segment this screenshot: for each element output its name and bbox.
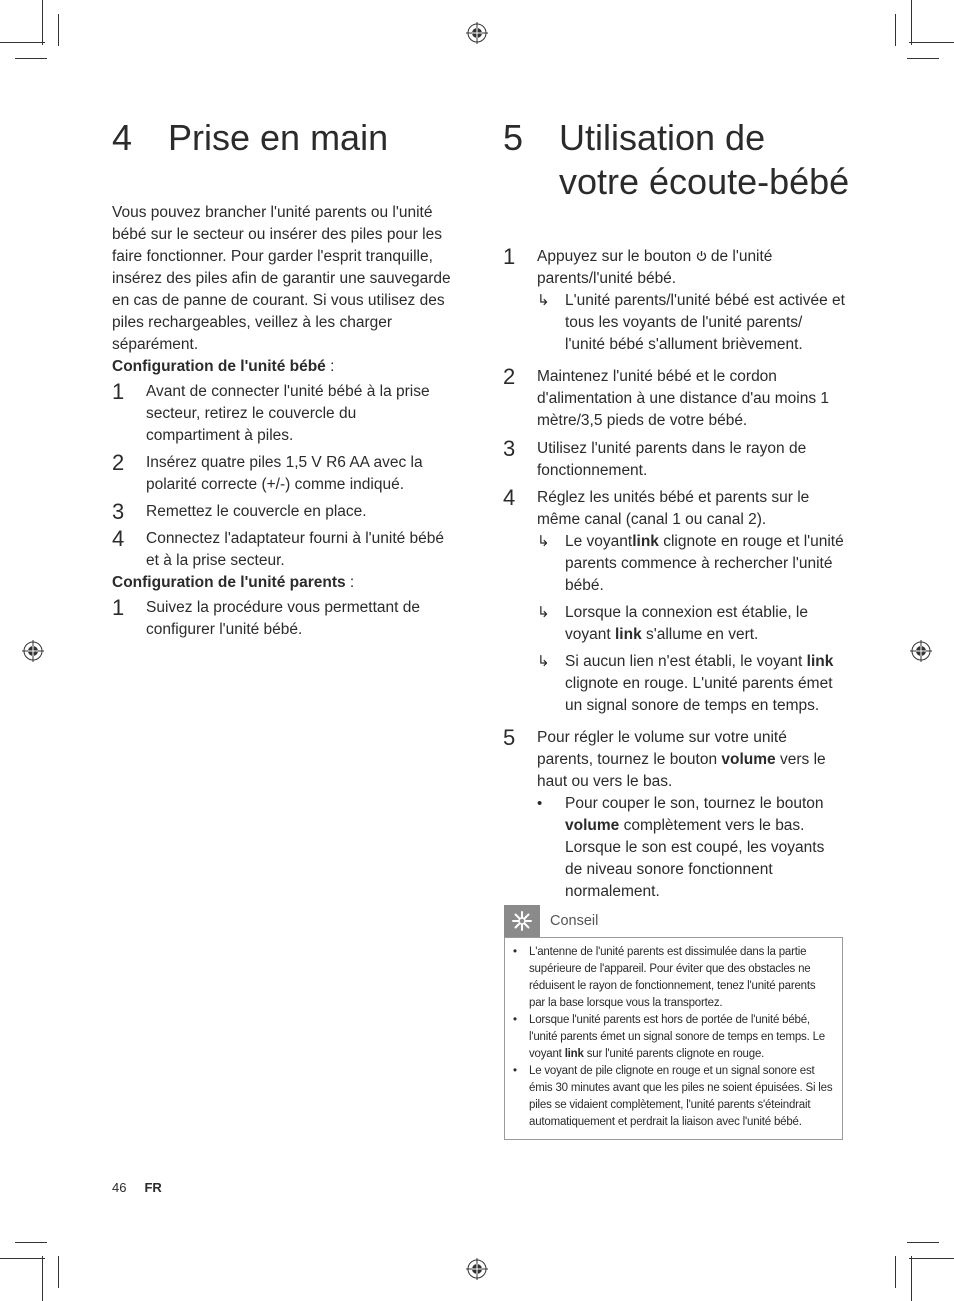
asterisk-icon [504, 905, 540, 937]
tip-item [513, 1012, 834, 1063]
step-number: 5 [503, 725, 516, 750]
registration-mark-icon [466, 22, 488, 44]
crop-mark [58, 1256, 59, 1288]
crop-mark [907, 58, 939, 59]
chapter-heading [503, 116, 849, 204]
result-text: Lorsque la connexion est établie, le voyant link s'allume en vert. [565, 604, 808, 643]
step-item [112, 597, 454, 641]
result-item [537, 651, 845, 717]
registration-mark-icon [22, 640, 44, 662]
step-item [112, 452, 454, 496]
crop-mark [15, 1242, 47, 1243]
bullet-item [537, 793, 845, 903]
crop-mark [895, 1256, 896, 1288]
crop-mark [911, 0, 912, 45]
section-label: Configuration de l'unité parents : [112, 574, 355, 591]
tip-item [513, 944, 834, 1012]
crop-mark [42, 1256, 43, 1301]
step-text: Maintenez l'unité bébé et le cordon d'alimentation à une distance d'au moins 1 mètre/3,5 pieds de votre bébé. [537, 368, 829, 429]
registration-mark-icon [910, 640, 932, 662]
crop-mark [895, 14, 896, 46]
bullet-icon: • [513, 1065, 517, 1077]
step-text: Suivez la procédure vous permettant de configurer l'unité bébé. [146, 599, 420, 638]
step-text: Appuyez sur le bouton de l'unité parents/l'unité bébé. [537, 248, 773, 287]
bullet-icon: • [513, 1014, 517, 1026]
step-item [112, 381, 454, 447]
chapter-title: Prise en main [168, 117, 389, 158]
result-text: L'unité parents/l'unité bébé est activée et tous les voyants de l'unité parents/ l'unité bébé s'allument brièvement. [565, 292, 845, 353]
step-text: Remettez le couvercle en place. [146, 503, 367, 520]
crop-mark [0, 42, 45, 43]
step-number: 3 [112, 499, 125, 524]
step-number: 3 [503, 436, 516, 461]
step-text: Utilisez l'unité parents dans le rayon de fonctionnement. [537, 440, 807, 479]
result-item [537, 531, 845, 597]
step-text: Pour régler le volume sur votre unité parents, tournez le bouton volume vers le haut ou vers le bas. [537, 729, 826, 790]
crop-mark [909, 42, 954, 43]
section-label: Configuration de l'unité bébé : [112, 358, 335, 375]
step-text: Connectez l'adaptateur fourni à l'unité bébé et à la prise secteur. [146, 530, 445, 569]
step-number: 1 [503, 244, 516, 269]
arrow-icon: ↳ [537, 604, 550, 621]
crop-mark [15, 58, 47, 59]
chapter-heading [112, 116, 388, 160]
step-item [503, 487, 845, 531]
intro-paragraph: Vous pouvez brancher l'unité parents ou l'unité bébé sur le secteur ou insérer des piles pour les faire fonctionner. Pour garder l'esprit tranquille, insérez des piles afin de garantir une sauvegarde en cas de panne de courant. Si vous utilisez des piles rechargeables, veillez à les charger séparément. [112, 204, 451, 353]
left-column [112, 202, 454, 641]
tip-label: Conseil [550, 913, 599, 929]
step-number: 2 [112, 450, 125, 475]
language-code: FR [144, 1180, 162, 1195]
page-number: 46 [112, 1180, 127, 1195]
step-item [503, 438, 845, 482]
right-column [503, 246, 845, 903]
arrow-icon: ↳ [537, 653, 550, 670]
page-footer [112, 1180, 162, 1195]
tip-text: L'antenne de l'unité parents est dissimulée dans la partie supérieure de l'appareil. Pour éviter que des obstacles ne réduisent le rayon de fonctionnement, tenez l'unité parents par la base lorsque vous la transportez. [529, 946, 816, 1009]
arrow-icon: ↳ [537, 292, 550, 309]
bullet-icon: • [537, 795, 543, 812]
registration-mark-icon [466, 1258, 488, 1280]
step-item [503, 366, 845, 432]
step-number: 2 [503, 364, 516, 389]
tip-body [504, 937, 843, 1140]
bullet-text: Pour couper le son, tournez le bouton volume complètement vers le bas. Lorsque le son est coupé, les voyants de niveau sonore fonctionnent normalement. [565, 795, 825, 900]
chapter-title: Utilisation de votre écoute-bébé [559, 117, 850, 202]
crop-mark [58, 14, 59, 46]
tip-box [504, 905, 843, 1140]
result-item [537, 290, 845, 356]
step-item [112, 501, 454, 523]
crop-mark [42, 0, 43, 45]
chapter-number: 4 [112, 117, 133, 158]
crop-mark [907, 1242, 939, 1243]
arrow-icon: ↳ [537, 533, 550, 550]
power-icon [696, 248, 707, 265]
bullet-icon: • [513, 946, 517, 958]
tip-header [504, 905, 843, 937]
tip-text: Lorsque l'unité parents est hors de portée de l'unité bébé, l'unité parents émet un signal sonore de temps en temps. Le voyant link sur l'unité parents clignote en rouge. [529, 1014, 825, 1060]
tip-text: Le voyant de pile clignote en rouge et un signal sonore est émis 30 minutes avant que les piles ne soient épuisées. Si les piles se vidaient complètement, l'unité parents s'éteindrait automatiquement et perdrait la liaison avec l'unité bébé. [529, 1065, 833, 1128]
step-item [112, 528, 454, 572]
step-number: 1 [112, 595, 125, 620]
result-item [537, 602, 845, 646]
result-text: Le voyantlink clignote en rouge et l'unité parents commence à rechercher l'unité bébé. [565, 533, 844, 594]
crop-mark [0, 1258, 45, 1259]
chapter-number: 5 [503, 117, 524, 158]
step-item [503, 246, 845, 290]
step-number: 4 [503, 485, 516, 510]
step-number: 1 [112, 379, 125, 404]
step-number: 4 [112, 526, 125, 551]
result-text: Si aucun lien n'est établi, le voyant link clignote en rouge. L'unité parents émet un signal sonore de temps en temps. [565, 653, 834, 714]
step-text: Insérez quatre piles 1,5 V R6 AA avec la polarité correcte (+/-) comme indiqué. [146, 454, 423, 493]
step-text: Avant de connecter l'unité bébé à la prise secteur, retirez le couvercle du compartiment à piles. [146, 383, 430, 444]
step-item [503, 727, 845, 793]
tip-item [513, 1063, 834, 1131]
crop-mark [909, 1258, 954, 1259]
crop-mark [911, 1256, 912, 1301]
step-text: Réglez les unités bébé et parents sur le même canal (canal 1 ou canal 2). [537, 489, 810, 528]
